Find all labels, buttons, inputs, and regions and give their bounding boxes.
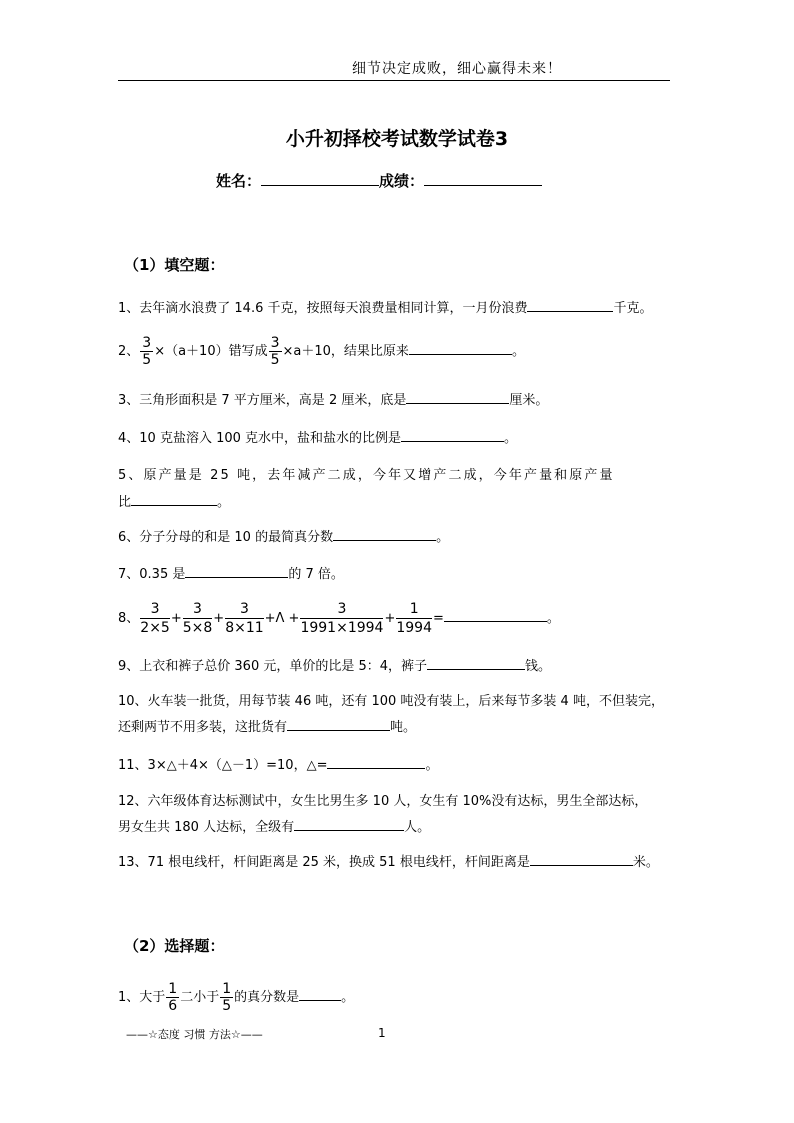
- denominator: 1994: [396, 620, 432, 636]
- numerator: 1: [396, 600, 432, 619]
- question-13-text: 13、71 根电线杆，杆间距离是 25 米，换成 51 根电线杆，杆间距离是: [118, 855, 530, 870]
- question-2-text-b: ×（a＋10）错写成: [154, 344, 268, 359]
- question-5-line-1: 5、原产量是 25 吨，去年减产二成，今年又增产二成，今年产量和原产量: [118, 468, 615, 483]
- score-blank[interactable]: [424, 172, 542, 186]
- choice-1-text-c: 的真分数是: [234, 990, 300, 1005]
- denominator: 5: [142, 352, 152, 368]
- question-9-unit: 钱。: [525, 659, 552, 674]
- plus-sign: +: [213, 611, 225, 626]
- question-2-end: 。: [511, 344, 525, 359]
- question-11-text: 11、3×△＋4×（△－1）=10，△=: [118, 758, 328, 773]
- question-3-unit: 厘米。: [509, 393, 549, 408]
- question-12-text-b: 男女生共 180 人达标，全级有: [118, 820, 295, 835]
- question-2-number: 2、: [118, 344, 140, 359]
- page-title: 小升初择校考试数学试卷3: [285, 128, 509, 150]
- numerator: 1: [168, 981, 178, 997]
- numerator: 3: [270, 335, 280, 351]
- question-10-line-1: 10、火车装一批货，用每节装 46 吨，还有 100 吨没有装上，后来每节多装 4 吨，不但装完，: [118, 694, 664, 709]
- question-10-text-b: 还剩两节不用多装，这批货有: [118, 720, 288, 735]
- question-7-text: 7、0.35 是: [118, 567, 186, 582]
- name-blank[interactable]: [261, 172, 379, 186]
- question-2: [118, 332, 525, 372]
- fraction: [396, 600, 432, 637]
- question-8-number: 8、: [118, 611, 140, 626]
- answer-blank[interactable]: [406, 390, 509, 404]
- ellipsis-plus: +Λ +: [264, 611, 300, 626]
- plus-sign: +: [384, 611, 396, 626]
- page-number: 1: [378, 1026, 386, 1040]
- question-9: [118, 656, 551, 677]
- fraction: [300, 600, 383, 637]
- score-label: 成绩：: [379, 172, 425, 190]
- question-4-end: 。: [504, 431, 518, 446]
- question-11: [118, 755, 438, 776]
- header-divider: [118, 80, 670, 81]
- question-12-line-2: [118, 817, 430, 838]
- denominator: 5×8: [182, 620, 213, 636]
- numerator: 3: [300, 600, 383, 619]
- fraction: [166, 981, 179, 1014]
- fraction: [183, 600, 213, 637]
- question-6-end: 。: [436, 530, 450, 545]
- choice-question-1: [118, 978, 354, 1018]
- numerator: 3: [142, 335, 152, 351]
- question-2-text-c: ×a＋10，结果比原来: [282, 344, 409, 359]
- plus-sign: +: [170, 611, 182, 626]
- question-5-line-2: [118, 492, 230, 513]
- fraction: [225, 600, 263, 637]
- answer-blank[interactable]: [333, 527, 436, 541]
- question-4-text: 4、10 克盐溶入 100 克水中，盐和盐水的比例是: [118, 431, 402, 446]
- denominator: 5: [222, 998, 232, 1014]
- question-3: [118, 390, 548, 411]
- numerator: 3: [225, 600, 263, 619]
- question-6: [118, 527, 449, 548]
- denominator: 5: [270, 352, 280, 368]
- answer-blank[interactable]: [527, 298, 613, 312]
- question-1-unit: 千克。: [613, 301, 653, 316]
- section-choice-title: （2）选择题：: [124, 937, 225, 955]
- answer-blank[interactable]: [401, 428, 504, 442]
- denominator: 1991×1994: [300, 620, 384, 636]
- section-fill-in-title: （1）填空题：: [124, 256, 225, 274]
- question-10-unit: 吨。: [390, 720, 417, 735]
- numerator: 3: [140, 600, 170, 619]
- question-12-unit: 人。: [404, 820, 431, 835]
- fraction: [140, 600, 170, 637]
- answer-blank[interactable]: [427, 656, 525, 670]
- numerator: 1: [222, 981, 232, 997]
- question-1: [118, 298, 653, 319]
- fraction: [220, 981, 233, 1014]
- denominator: 6: [168, 998, 178, 1014]
- answer-blank[interactable]: [185, 564, 288, 578]
- question-13: [118, 852, 659, 873]
- question-9-text: 9、上衣和裤子总价 360 元，单价的比是 5：4，裤子: [118, 659, 428, 674]
- question-7-end: 的 7 倍。: [288, 567, 344, 582]
- question-1-text: 1、去年滴水浪费了 14.6 千克，按照每天浪费量相同计算，一月份浪费: [118, 301, 528, 316]
- numerator: 3: [183, 600, 213, 619]
- question-8: [118, 598, 560, 640]
- question-13-unit: 米。: [632, 855, 659, 870]
- answer-blank[interactable]: [287, 717, 390, 731]
- question-8-end: 。: [546, 611, 560, 626]
- answer-blank[interactable]: [409, 341, 512, 355]
- denominator: 8×11: [225, 620, 264, 636]
- header-motto: 细节决定成败，细心赢得未来！: [352, 61, 562, 77]
- answer-blank[interactable]: [294, 817, 404, 831]
- choice-1-end: 。: [341, 990, 355, 1005]
- answer-blank[interactable]: [530, 852, 633, 866]
- name-score-row: [216, 170, 542, 191]
- choice-1-text-b: 二小于: [180, 990, 220, 1005]
- question-12-line-1: 12、六年级体育达标测试中，女生比男生多 10 人，女生有 10%没有达标，男生全部达标，: [118, 794, 648, 809]
- denominator: 2×5: [140, 620, 170, 636]
- question-4: [118, 428, 517, 449]
- equals-sign: =: [433, 611, 444, 626]
- question-7: [118, 564, 344, 585]
- answer-blank[interactable]: [444, 608, 547, 622]
- question-5-end: 。: [217, 495, 231, 510]
- choice-1-text-a: 1、大于: [118, 990, 166, 1005]
- question-3-text: 3、三角形面积是 7 平方厘米，高是 2 厘米，底是: [118, 393, 407, 408]
- fraction: [140, 335, 153, 368]
- answer-blank[interactable]: [299, 987, 341, 1001]
- name-label: 姓名：: [216, 172, 262, 190]
- footer-slogan: ——☆态度 习惯 方法☆——: [126, 1028, 263, 1041]
- answer-blank[interactable]: [327, 755, 425, 769]
- fraction: [269, 335, 282, 368]
- question-10-line-2: [118, 717, 416, 738]
- question-11-end: 。: [425, 758, 439, 773]
- question-5-text-b: 比: [118, 495, 132, 510]
- answer-blank[interactable]: [131, 492, 217, 506]
- question-6-text: 6、分子分母的和是 10 的最简真分数: [118, 530, 334, 545]
